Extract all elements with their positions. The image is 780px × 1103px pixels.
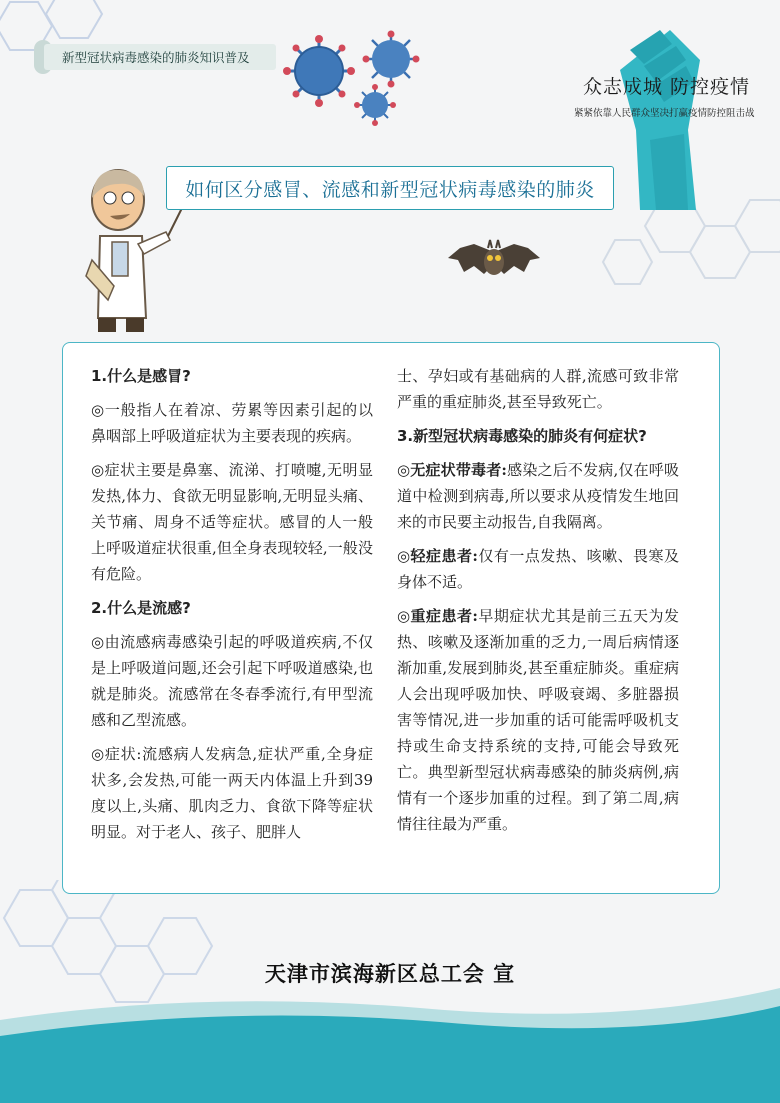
paragraph: ◎症状主要是鼻塞、流涕、打喷嚏,无明显发热,体力、食欲无明显影响,无明显头痛、关节痛、周身不适等症状。感冒的人一般上呼吸道症状很重,但全身表现较轻,一般没有危险。	[91, 461, 373, 583]
slogan-sub: 紧紧依靠人民群众坚决打赢疫情防控阻击战	[574, 108, 755, 119]
virus-icon	[282, 34, 356, 108]
question-heading-3: 3.新型冠状病毒感染的肺炎有何症状?	[397, 427, 647, 445]
symptom-label: ◎重症患者:	[397, 607, 478, 625]
paragraph	[397, 457, 679, 535]
question-heading-1: 1.什么是感冒?	[91, 367, 191, 385]
symptom-label: ◎无症状带毒者:	[397, 461, 507, 479]
slogan-main: 众志成城 防控疫情	[582, 76, 750, 98]
paragraph: 士、孕妇或有基础病的人群,流感可致非常严重的重症肺炎,甚至导致死亡。	[397, 367, 679, 411]
page-title-text: 如何区分感冒、流感和新型冠状病毒感染的肺炎	[185, 178, 595, 201]
paragraph: ◎一般指人在着凉、劳累等因素引起的以鼻咽部上呼吸道症状为主要表现的疾病。	[91, 401, 373, 445]
paragraph	[397, 603, 679, 837]
topic-ribbon	[44, 44, 276, 70]
bat-illustration	[444, 238, 544, 288]
right-column	[397, 363, 679, 845]
paragraph	[397, 543, 679, 595]
paragraph: ◎症状:流感病人发病急,症状严重,全身症状多,会发热,可能一两天内体温上升到39度以上,头痛、肌肉乏力、食欲下降等症状明显。对于老人、孩子、肥胖人	[91, 745, 373, 841]
symptom-text: 仅有一点发热、咳嗽、畏寒及身体不适。	[397, 547, 679, 591]
symptom-label: ◎轻症患者:	[397, 547, 478, 565]
content-card	[62, 342, 720, 894]
publisher-line: 天津市滨海新区总工会 宣	[264, 961, 516, 986]
virus-icon	[354, 84, 396, 126]
page-title	[166, 166, 614, 210]
footer-wave	[0, 980, 780, 1103]
question-heading-2: 2.什么是流感?	[91, 599, 191, 617]
topic-ribbon-label: 新型冠状病毒感染的肺炎知识普及	[62, 50, 250, 65]
left-column	[91, 363, 373, 853]
virus-icon	[362, 30, 420, 88]
paragraph: ◎由流感病毒感染引起的呼吸道疾病,不仅是上呼吸道问题,还会引起下呼吸道感染,也就是肺炎。流感常在冬春季流行,有甲型流感和乙型流感。	[91, 633, 373, 729]
slogan	[574, 72, 755, 119]
symptom-text: 早期症状尤其是前三五天为发热、咳嗽及逐渐加重的乏力,一周后病情逐渐加重,发展到肺炎,甚至重症肺炎。重症病人会出现呼吸加快、呼吸衰竭、多脏器损害等情况,进一步加重的话可能需呼吸机支持或生命支持系统的支持,可能会导致死亡。典型新型冠状病毒感染的肺炎病例,病情有一个逐步加重的过程。到了第二周,病情往往最为严重。	[397, 607, 679, 833]
symptom-text: 感染之后不发病,仅在呼吸道中检测到病毒,所以要求从疫情发生地回来的市民要主动报告,自我隔离。	[397, 461, 679, 531]
